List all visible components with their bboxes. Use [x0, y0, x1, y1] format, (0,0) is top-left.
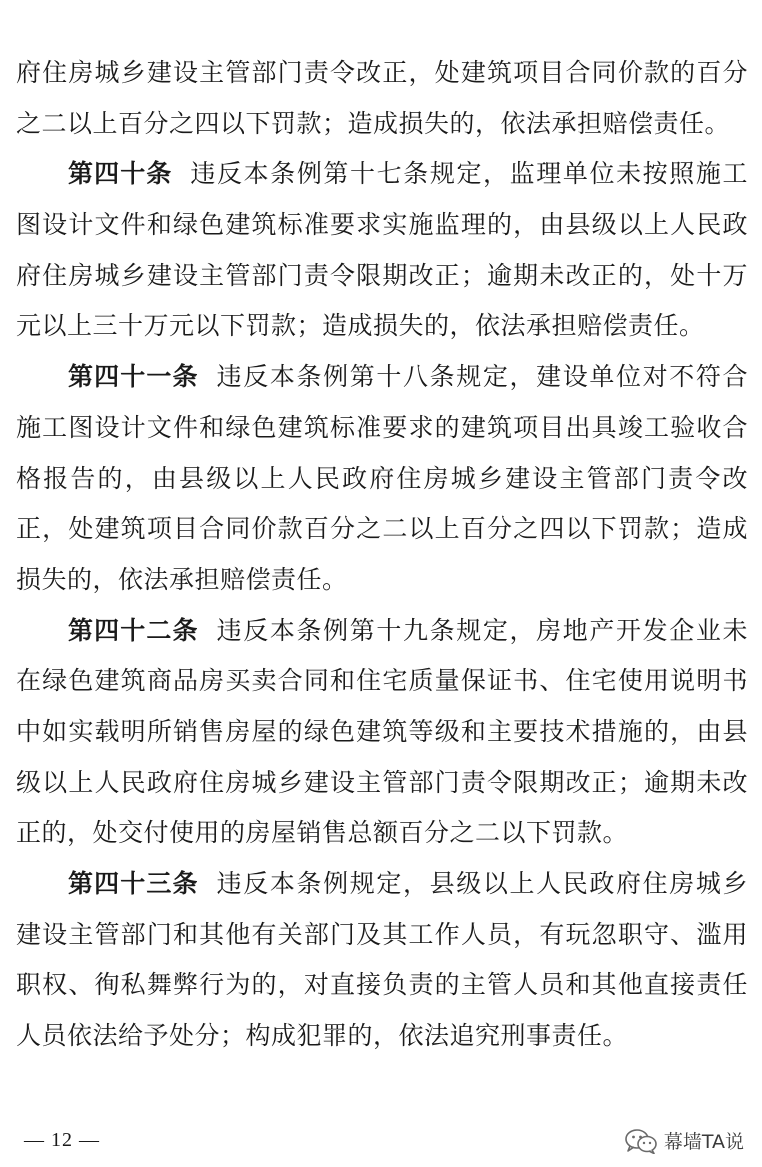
- article-43-first-line: [16, 859, 748, 910]
- text-line: 人员依法给予处分；构成犯罪的，依法追究刑事责任。: [16, 1021, 629, 1051]
- text-line: 图设计文件和绿色建筑标准要求实施监理的，由县级以上人民政: [16, 210, 748, 240]
- text-line: 施工图设计文件和绿色建筑标准要求的建筑项目出具竣工验收合: [16, 412, 748, 442]
- wechat-icon: [624, 1128, 658, 1154]
- article-text: 违反本条例第十七条规定，监理单位未按照施工: [190, 159, 748, 189]
- text-line: 格报告的，由县级以上人民政府住房城乡建设主管部门责令改: [16, 463, 748, 493]
- text-line: 职权、徇私舞弊行为的，对直接负责的主管人员和其他直接责任: [16, 970, 748, 1000]
- text-line: 之二以上百分之四以下罚款；造成损失的，依法承担赔偿责任。: [16, 108, 731, 138]
- article-40-first-line: [16, 149, 748, 200]
- text-line: 损失的，依法承担赔偿责任。: [16, 564, 348, 594]
- text-line: 正，处建筑项目合同价款百分之二以上百分之四以下罚款；造成: [16, 514, 748, 544]
- article-title: 第四十一条: [68, 362, 199, 392]
- article-title: 第四十三条: [68, 869, 199, 898]
- article-41-first-line: [16, 352, 748, 403]
- article-text: 违反本条例第十八条规定，建设单位对不符合: [216, 362, 748, 392]
- document-body: [16, 48, 748, 1062]
- watermark-text: 幕墙TA说: [663, 1131, 744, 1153]
- text-line: 正的，处交付使用的房屋销售总额百分之二以下罚款。: [16, 818, 629, 848]
- text-line: 府住房城乡建设主管部门责令改正，处建筑项目合同价款的百分: [16, 58, 748, 87]
- text-line: 级以上人民政府住房城乡建设主管部门责令限期改正；逾期未改: [16, 767, 748, 797]
- text-line: 元以上三十万元以下罚款；造成损失的，依法承担赔偿责任。: [16, 311, 705, 341]
- text-line: 建设主管部门和其他有关部门及其工作人员，有玩忽职守、滥用: [16, 919, 748, 949]
- text-line: 中如实载明所销售房屋的绿色建筑等级和主要技术措施的，由县: [16, 716, 748, 746]
- page-number: — 12 —: [24, 1129, 100, 1151]
- article-text: 违反本条例第十九条规定，房地产开发企业未: [216, 615, 748, 645]
- text-line: 在绿色建筑商品房买卖合同和住宅质量保证书、住宅使用说明书: [16, 666, 748, 696]
- page-footer: [0, 1125, 762, 1165]
- text-line: 府住房城乡建设主管部门责令限期改正；逾期未改正的，处十万: [16, 260, 748, 290]
- article-title: 第四十二条: [68, 615, 199, 645]
- article-title: 第四十条: [68, 159, 173, 189]
- article-text: 违反本条例规定，县级以上人民政府住房城乡: [216, 869, 748, 898]
- account-watermark: [624, 1127, 744, 1154]
- article-42-first-line: [16, 606, 748, 657]
